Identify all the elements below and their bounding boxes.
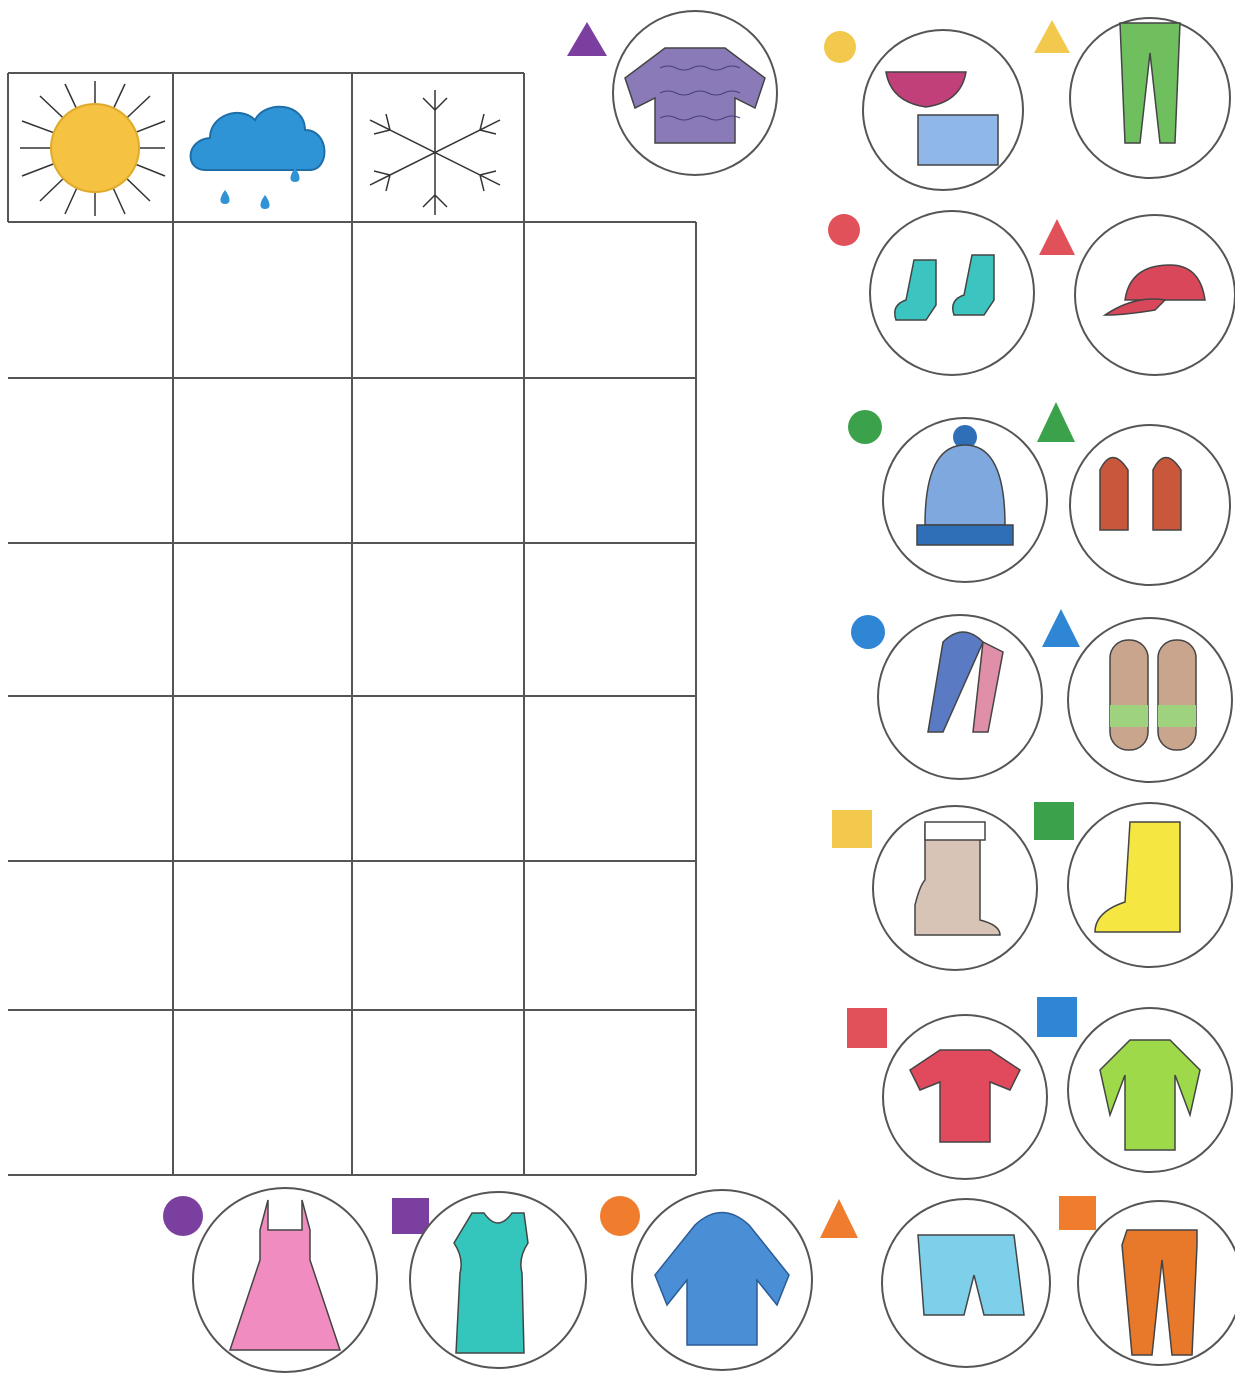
square-marker: [1059, 1196, 1096, 1230]
rain-boots-token[interactable]: [1030, 800, 1235, 975]
trousers-token[interactable]: [1055, 1190, 1235, 1376]
cap-token[interactable]: [1035, 205, 1235, 385]
square-marker: [1034, 802, 1074, 840]
sweater-token[interactable]: [545, 8, 785, 178]
scarf-token[interactable]: [848, 612, 1048, 787]
circle-marker: [600, 1196, 640, 1236]
square-marker: [392, 1198, 429, 1234]
triangle-marker: [820, 1199, 858, 1238]
triangle-marker: [1039, 219, 1075, 255]
tank-top-token[interactable]: [390, 1185, 590, 1373]
winter-boots-token[interactable]: [830, 800, 1045, 980]
long-shirt-token[interactable]: [1035, 995, 1235, 1180]
triangle-marker: [567, 22, 607, 56]
socks-token[interactable]: [822, 205, 1042, 380]
circle-marker: [851, 615, 885, 649]
slippers-token[interactable]: [1040, 605, 1235, 790]
mittens-token[interactable]: [1035, 400, 1235, 590]
tank-top-icon: [454, 1213, 528, 1353]
triangle-marker: [1037, 402, 1075, 442]
circle-marker: [163, 1196, 203, 1236]
triangle-marker: [1034, 20, 1070, 53]
knit-hat-token[interactable]: [845, 405, 1050, 590]
circle-marker: [848, 410, 882, 444]
underwear-token[interactable]: [818, 20, 1028, 195]
tshirt-token[interactable]: [845, 1005, 1050, 1190]
jacket-token[interactable]: [600, 1185, 815, 1373]
circle-marker: [828, 214, 860, 246]
circle-marker: [824, 31, 856, 63]
square-marker: [847, 1008, 887, 1048]
dress-token[interactable]: [160, 1185, 385, 1373]
tights-token[interactable]: [1030, 8, 1235, 188]
triangle-marker: [1042, 609, 1080, 647]
shorts-token[interactable]: [818, 1195, 1058, 1373]
square-marker: [832, 810, 872, 848]
square-marker: [1037, 997, 1077, 1037]
